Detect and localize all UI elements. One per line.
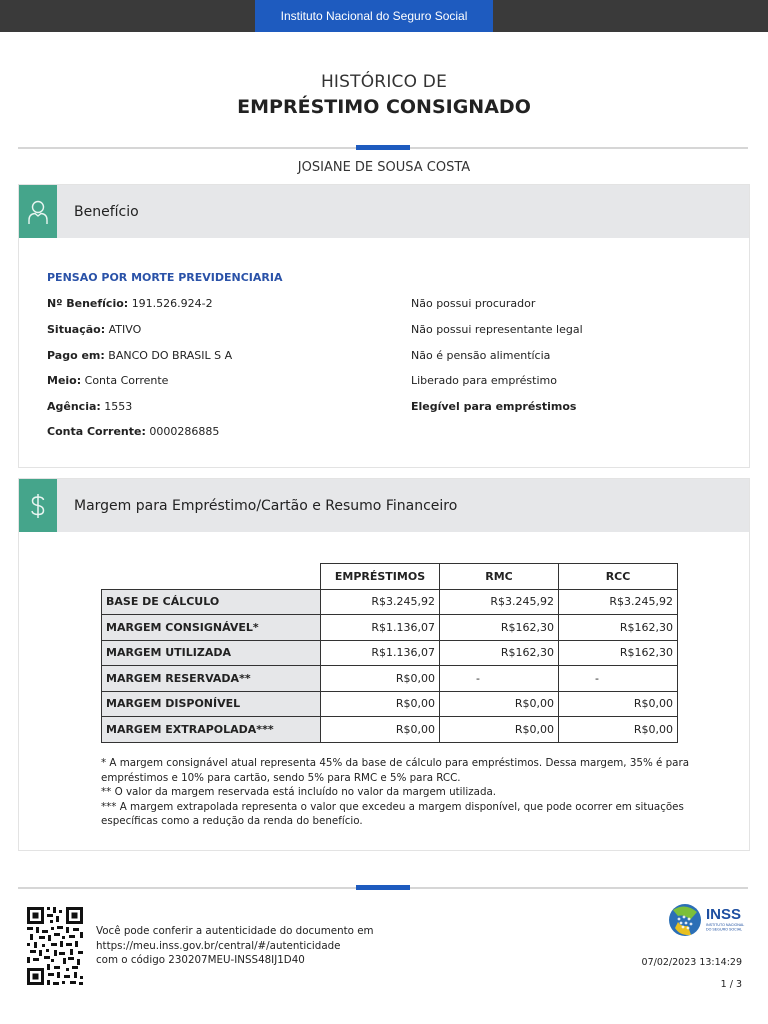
cell-value: -: [440, 666, 559, 692]
col-header-rcc: RCC: [559, 564, 678, 590]
field-value: BANCO DO BRASIL S A: [108, 349, 233, 362]
table-row: [102, 615, 678, 641]
status-loan-released: Liberado para empréstimo: [411, 374, 557, 387]
footnote: * A margem consignável atual representa 45% da base de cálculo para empréstimos. Dessa margem, 35% é para empréstimos e 10% para cartão, sendo 5% para RMC e 5% para RCC.: [101, 757, 690, 784]
footnote: ** O valor da margem reservada está incluído no valor da margem utilizada.: [101, 786, 497, 798]
logo-subtext: INSTITUTO NACIONAL: [706, 923, 745, 927]
table-row: [102, 691, 678, 717]
cell-value: R$0,00: [321, 717, 440, 743]
inss-logo-icon: [666, 898, 746, 942]
field-value: ATIVO: [108, 323, 142, 336]
page-number: 1 / 3: [720, 979, 742, 990]
top-bar: [0, 0, 768, 32]
verify-url[interactable]: https://meu.inss.gov.br/central/#/autenticidade: [96, 939, 341, 952]
cell-value: R$0,00: [440, 717, 559, 743]
margin-card-title: Margem para Empréstimo/Cartão e Resumo Financeiro: [74, 497, 458, 514]
field-label: Pago em:: [47, 349, 105, 362]
verify-code: com o código 230207MEU-INSS48IJ1D40: [96, 954, 305, 966]
cell-value: -: [559, 666, 678, 692]
logo-text: INSS: [706, 906, 742, 923]
cell-value: R$1.136,07: [321, 640, 440, 666]
table-row: [102, 666, 678, 692]
person-icon: [19, 185, 57, 238]
row-label: MARGEM UTILIZADA: [102, 640, 321, 666]
doc-title-line1: HISTÓRICO DE: [320, 72, 448, 92]
cell-value: R$0,00: [440, 691, 559, 717]
field-value: 1553: [104, 400, 133, 413]
row-label: BASE DE CÁLCULO: [102, 589, 321, 615]
status-no-alimony: Não é pensão alimentícia: [411, 349, 551, 362]
status-field: [47, 323, 141, 336]
field-label: Situação:: [47, 323, 106, 336]
dollar-icon: [19, 479, 57, 532]
verify-line: Você pode conferir a autenticidade do documento em: [96, 925, 374, 937]
field-label: Meio:: [47, 374, 82, 387]
col-header-emprestimos: EMPRÉSTIMOS: [321, 564, 440, 590]
row-label: MARGEM CONSIGNÁVEL*: [102, 615, 321, 641]
field-value: 191.526.924-2: [131, 297, 213, 310]
cell-value: R$162,30: [440, 640, 559, 666]
cell-value: R$1.136,07: [321, 615, 440, 641]
doc-title-line2: EMPRÉSTIMO CONSIGNADO: [237, 96, 531, 118]
col-header-rmc: RMC: [440, 564, 559, 590]
cell-value: R$0,00: [559, 691, 678, 717]
footer-divider-accent: [356, 885, 410, 890]
title-divider-accent: [356, 145, 410, 150]
payment-method-field: [47, 374, 168, 387]
benefit-number-field: [47, 297, 213, 310]
field-value: Conta Corrente: [84, 374, 169, 387]
authenticity-notice: [96, 924, 374, 968]
margin-card: [18, 478, 750, 851]
status-loan-eligible: Elegível para empréstimos: [411, 400, 577, 413]
cell-value: R$0,00: [559, 717, 678, 743]
benefit-card: [18, 184, 750, 468]
cell-value: R$0,00: [321, 691, 440, 717]
benefit-type: PENSAO POR MORTE PREVIDENCIARIA: [47, 271, 283, 284]
row-label: MARGEM DISPONÍVEL: [102, 691, 321, 717]
field-value: 0000286885: [149, 425, 220, 438]
org-tab: Instituto Nacional do Seguro Social: [255, 0, 493, 32]
cell-value: R$162,30: [559, 640, 678, 666]
table-corner: [102, 564, 321, 590]
table-row: [102, 717, 678, 743]
account-field: [47, 425, 219, 438]
logo-subtext: DO SEGURO SOCIAL: [706, 927, 743, 932]
footnote: *** A margem extrapolada representa o valor que excedeu a margem disponível, que pode ocorrer em situações específicas como a redução da renda do benefício.: [101, 800, 684, 827]
benefit-card-header: [19, 185, 749, 238]
agency-field: [47, 400, 132, 413]
table-row: [102, 589, 678, 615]
margin-table: [101, 563, 678, 743]
issue-timestamp: 07/02/2023 13:14:29: [641, 957, 742, 968]
person-name: JOSIANE DE SOUSA COSTA: [297, 160, 471, 175]
status-no-legal-rep: Não possui representante legal: [411, 323, 583, 336]
cell-value: R$0,00: [321, 666, 440, 692]
cell-value: R$3.245,92: [440, 589, 559, 615]
row-label: MARGEM EXTRAPOLADA***: [102, 717, 321, 743]
cell-value: R$3.245,92: [321, 589, 440, 615]
table-header-row: [102, 564, 678, 590]
benefit-card-title: Benefício: [74, 203, 139, 220]
footnotes: [101, 756, 691, 829]
field-label: Conta Corrente:: [47, 425, 146, 438]
status-no-attorney: Não possui procurador: [411, 297, 536, 310]
qr-code-icon: [26, 906, 84, 986]
cell-value: R$162,30: [559, 615, 678, 641]
margin-card-header: [19, 479, 749, 532]
cell-value: R$3.245,92: [559, 589, 678, 615]
field-label: Agência:: [47, 400, 101, 413]
field-label: Nº Benefício:: [47, 297, 129, 310]
cell-value: R$162,30: [440, 615, 559, 641]
paid-at-field: [47, 349, 232, 362]
row-label: MARGEM RESERVADA**: [102, 666, 321, 692]
table-row: [102, 640, 678, 666]
